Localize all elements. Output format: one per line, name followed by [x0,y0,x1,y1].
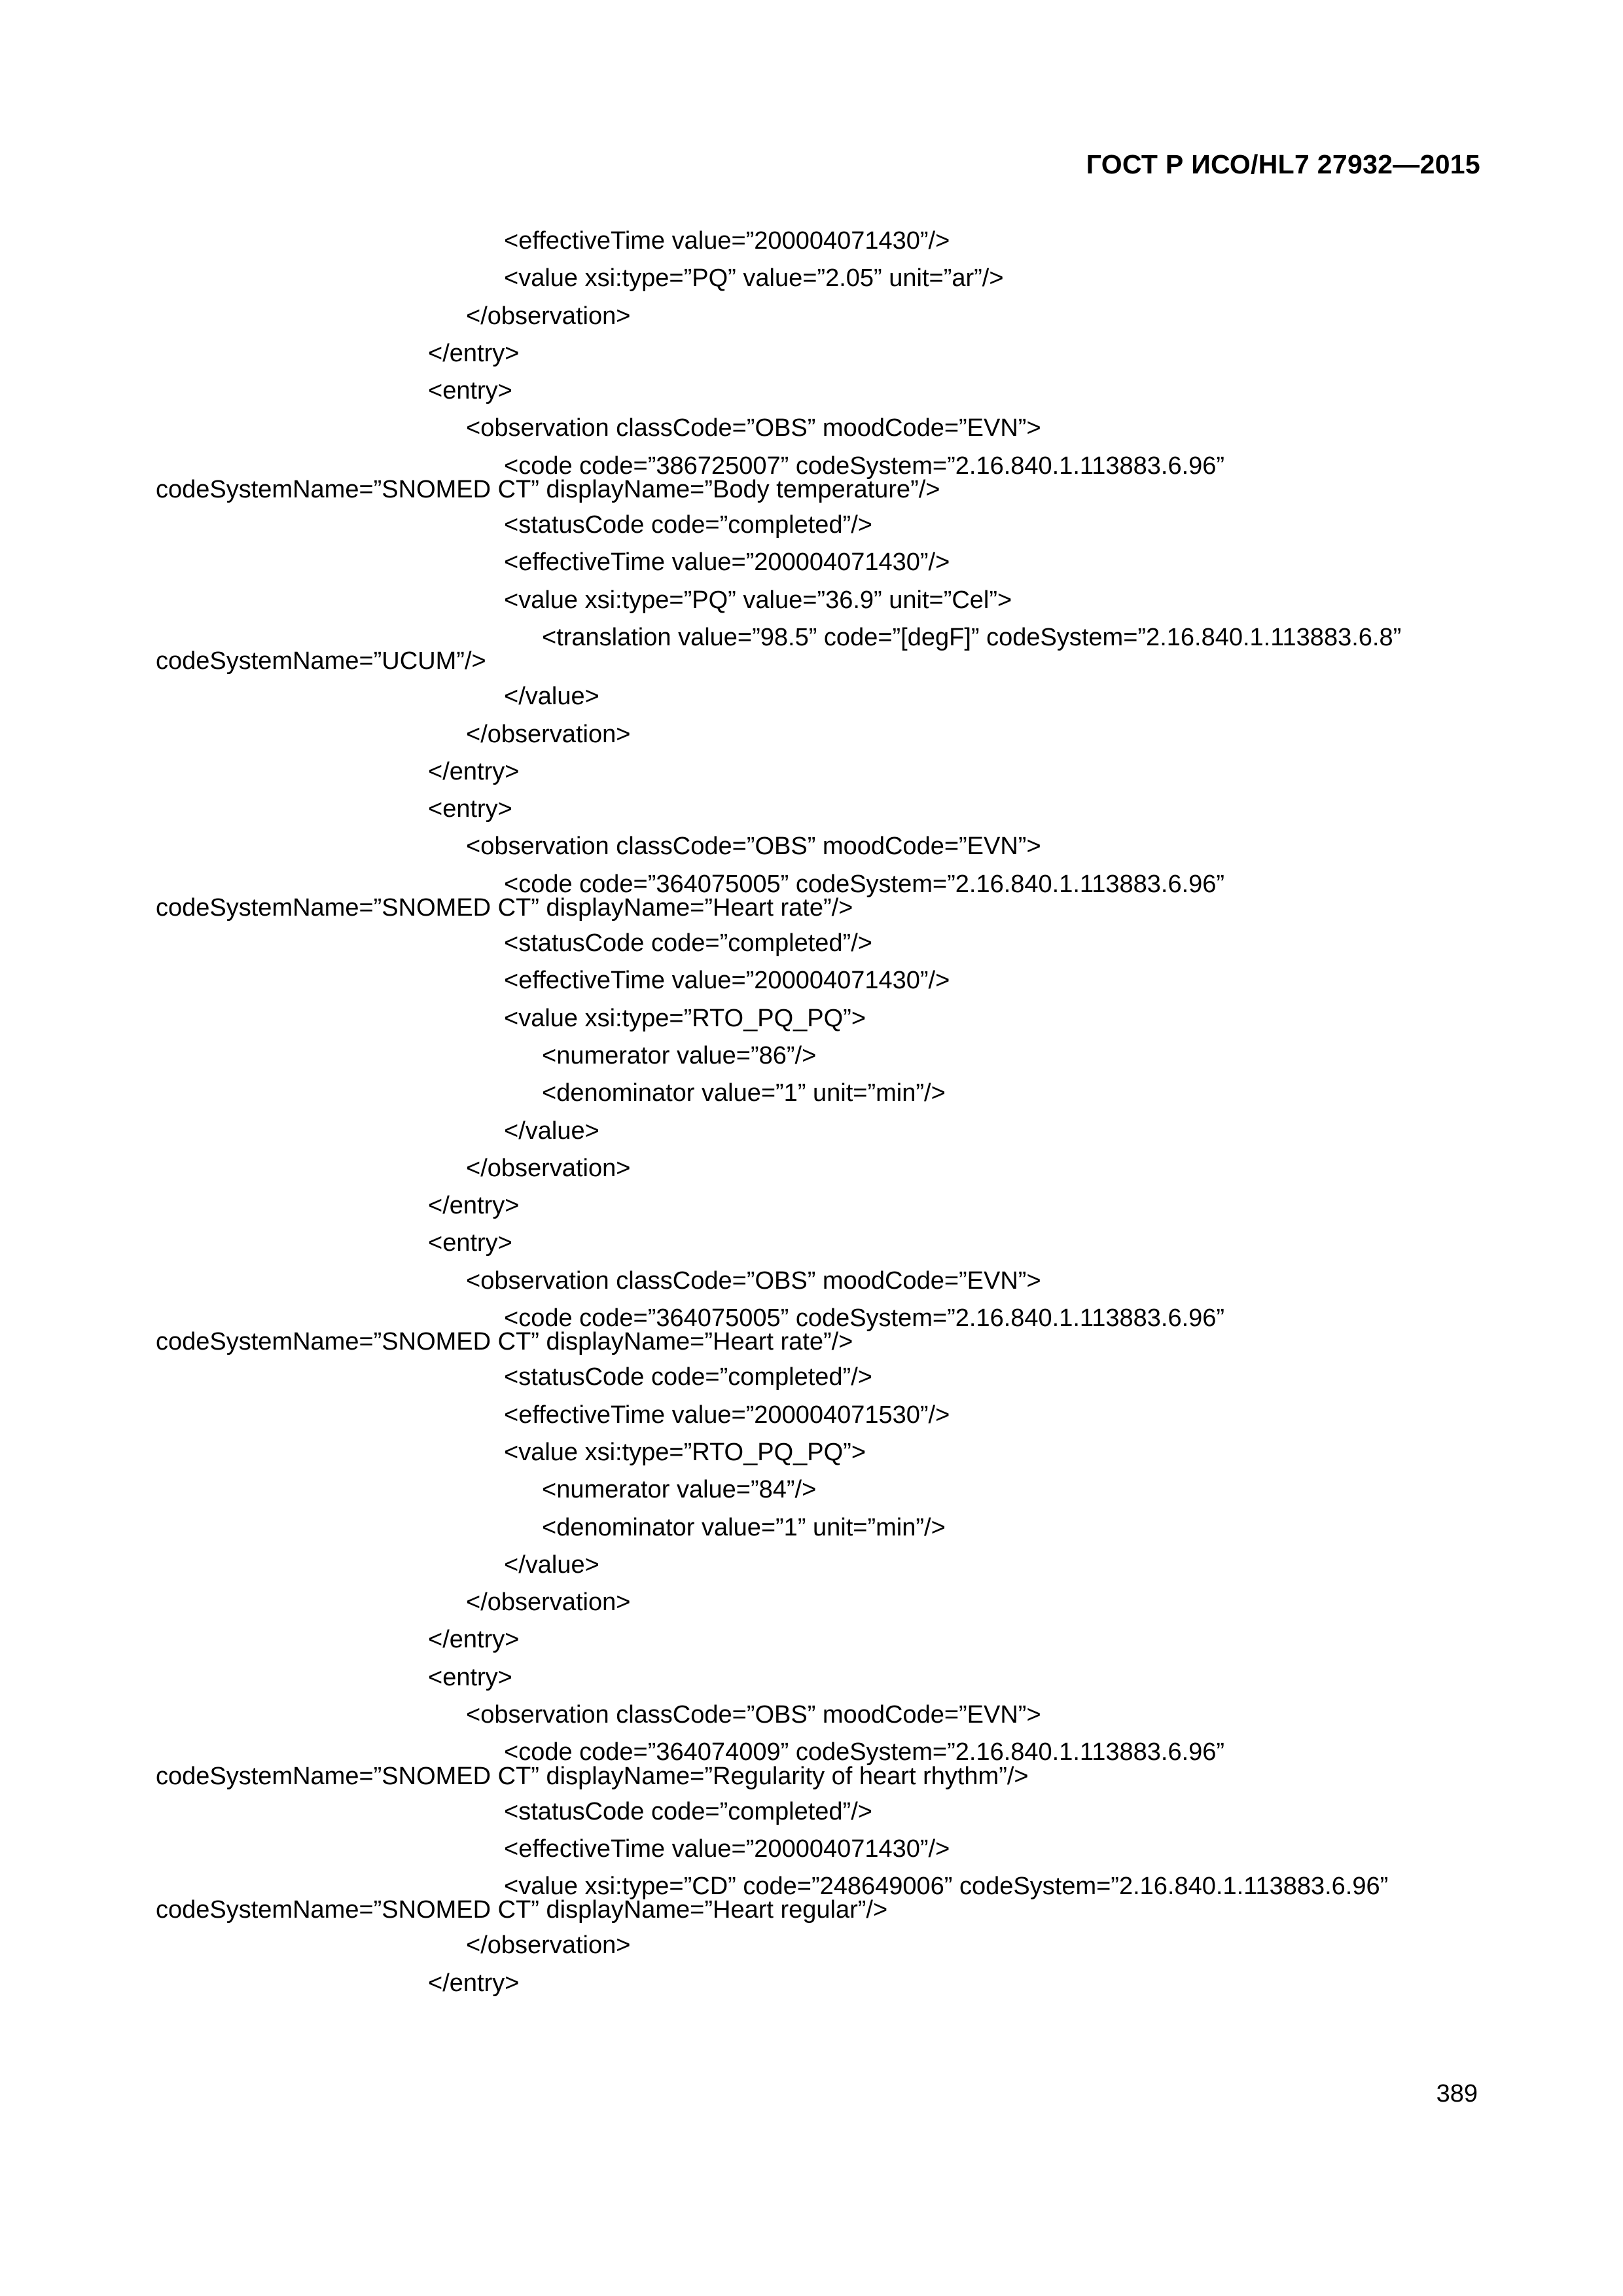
code-line: <effectiveTime value=”200004071430”/> [504,967,950,995]
code-line: <value xsi:type=”RTO_PQ_PQ”> [504,1438,866,1466]
code-line: <code code=”364074009” codeSystem=”2.16.840.1.113883.6.96” [504,1738,1225,1767]
code-line: </entry> [428,339,520,367]
code-line: </entry> [428,757,520,785]
code-line: <code code=”364075005” codeSystem=”2.16.840.1.113883.6.96” [504,1304,1225,1333]
xml-code-listing [156,223,1484,2002]
code-line: <effectiveTime value=”200004071430”/> [504,548,950,577]
code-line-continuation: codeSystemName=”SNOMED CT” displayName=”Heart rate”/> [156,1328,853,1356]
code-line-continuation: codeSystemName=”SNOMED CT” displayName=”Body temperature”/> [156,476,940,504]
code-line: <statusCode code=”completed”/> [504,1363,872,1391]
code-line: </entry> [428,1192,520,1220]
code-line: <denominator value=”1” unit=”min”/> [542,1079,946,1107]
code-line: </observation> [466,720,631,748]
code-line: </observation> [466,1588,631,1617]
code-line: <observation classCode=”OBS” moodCode=”EVN”> [466,1266,1041,1295]
code-line: </observation> [466,1154,631,1182]
code-line: <statusCode code=”completed”/> [504,929,872,958]
code-line: </value> [504,683,599,711]
code-line: </entry> [428,1969,520,1997]
code-line: <value xsi:type=”CD” code=”248649006” codeSystem=”2.16.840.1.113883.6.96” [504,1873,1389,1901]
code-line: <effectiveTime value=”200004071530”/> [504,1401,950,1429]
code-line: <value xsi:type=”RTO_PQ_PQ”> [504,1004,866,1032]
code-line: <value xsi:type=”PQ” value=”2.05” unit=”ar”/> [504,264,1004,293]
code-line: <effectiveTime value=”200004071430”/> [504,1835,950,1863]
code-line: <numerator value=”84”/> [542,1476,817,1504]
code-line: <observation classCode=”OBS” moodCode=”EVN”> [466,833,1041,861]
code-line: <numerator value=”86”/> [542,1041,817,1069]
code-line: </value> [504,1551,599,1579]
page-number: 389 [1436,2080,1478,2108]
code-line: </observation> [466,302,631,330]
code-line-continuation: codeSystemName=”SNOMED CT” displayName=”Heart rate”/> [156,894,853,922]
code-line: <entry> [428,1229,512,1257]
code-line: <entry> [428,377,512,405]
code-line: <statusCode code=”completed”/> [504,1797,872,1825]
document-header: ГОСТ Р ИСО/HL7 27932—2015 [1086,149,1480,179]
code-line: <code code=”386725007” codeSystem=”2.16.840.1.113883.6.96” [504,452,1225,480]
code-line: <translation value=”98.5” code=”[degF]” codeSystem=”2.16.840.1.113883.6.8” [542,623,1402,651]
code-line: <observation classCode=”OBS” moodCode=”EVN”> [466,1700,1041,1729]
code-line: </entry> [428,1626,520,1654]
code-line-continuation: codeSystemName=”SNOMED CT” displayName=”Regularity of heart rhythm”/> [156,1762,1029,1790]
code-line-continuation: codeSystemName=”UCUM”/> [156,647,486,675]
code-line: <statusCode code=”completed”/> [504,511,872,539]
code-line: <value xsi:type=”PQ” value=”36.9” unit=”Cel”> [504,586,1012,614]
code-line: </observation> [466,1931,631,1960]
code-line: <observation classCode=”OBS” moodCode=”EVN”> [466,414,1041,442]
code-line-continuation: codeSystemName=”SNOMED CT” displayName=”Heart regular”/> [156,1896,888,1924]
code-line: <denominator value=”1” unit=”min”/> [542,1513,946,1541]
code-line: <entry> [428,1663,512,1691]
code-line: </value> [504,1117,599,1145]
code-line: <code code=”364075005” codeSystem=”2.16.840.1.113883.6.96” [504,870,1225,898]
code-line: <effectiveTime value=”200004071430”/> [504,227,950,255]
code-line: <entry> [428,795,512,823]
